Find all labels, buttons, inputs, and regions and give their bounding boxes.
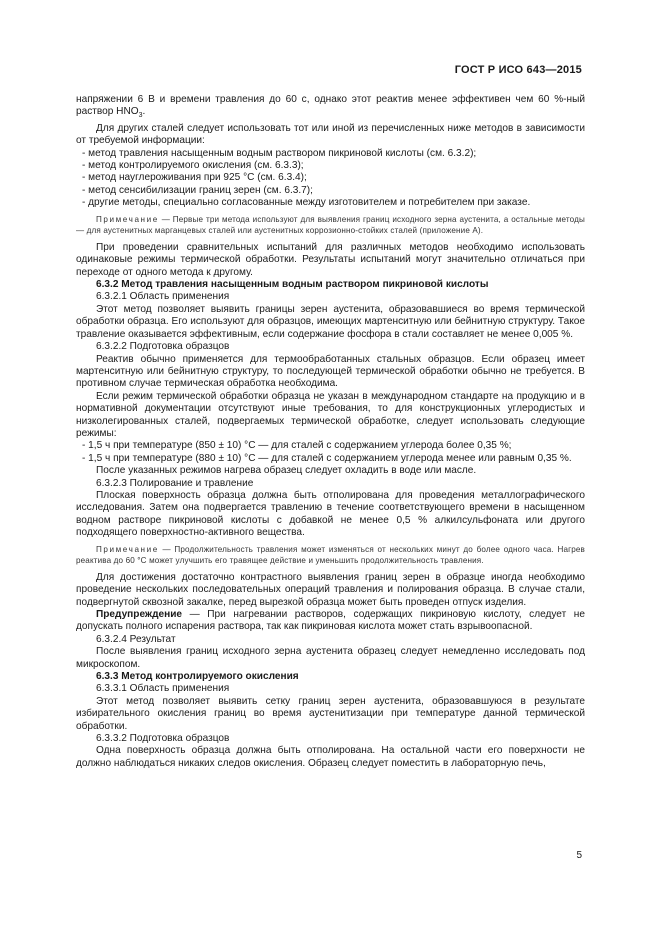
paragraph: Этот метод позволяет выявить сетку границ зерен аустенита, образовавшуюся в результате избирательного окисления границ во время аустенитизации при температуре данной термической обработки. [76, 695, 585, 732]
note-label: Примечание [96, 214, 159, 224]
subsection-heading: 6.3.2.2 Подготовка образцов [96, 341, 230, 353]
subsection-heading: 6.3.3.1 Область применения [96, 683, 230, 695]
standard-id: ГОСТ Р ИСО 643—2015 [454, 64, 582, 76]
paragraph: При проведении сравнительных испытаний для различных методов необходимо использовать одинаковые режимы термической обработки. Результаты испытаний могут значительно отличаться при переходе от одного метода к другому. [76, 241, 585, 278]
note-label: Примечание [96, 544, 159, 554]
subsection-heading: 6.3.2.4 Результат [96, 633, 176, 645]
paragraph: Если режим термической обработки образца не указан в международном стандарте на продукцию и в нормативной документации отсутствуют иные требования, то для конструкционных углеродистых и низколегированных сталей, подвергаемых термической обработке, следует использовать следующие режимы: [76, 390, 585, 439]
list-item: - метод травления насыщенным водным раствором пикриновой кислоты (см. 6.3.2); [82, 147, 477, 159]
warning-text: — При нагревании растворов, содержащих пикриновую кислоту, следует не допускать полного испарения раствора, так как пикриновая кислота может стать взрывоопасной. [76, 609, 585, 633]
subsection-heading: 6.3.3.2 Подготовка образцов [96, 733, 230, 745]
paragraph [76, 94, 585, 123]
list-item: - другие методы, специально согласованные между изготовителем и потребителем при заказе. [82, 197, 531, 209]
paragraph: После выявления границ исходного зерна аустенита образец следует немедленно исследовать под микроскопом. [76, 646, 585, 670]
note [76, 214, 585, 237]
warning-label: Предупреждение [96, 609, 183, 621]
page-content [76, 94, 585, 770]
subscript: 3 [138, 112, 143, 120]
warning [76, 609, 585, 634]
paragraph: Реактив обычно применяется для термообработанных стальных образцов. Если образец имеет мартенситную или бейнитную структуру, то последующей термической обработки обычно не требуется. В противном случае термическая обработка необходима. [76, 353, 585, 390]
section-heading: 6.3.3 Метод контролируемого окисления [96, 671, 299, 683]
note-text: — Продолжительность травления может изменяться от нескольких минут до более одного часа. Нагрев реактива до 60 °С может улучшить его травящее действие и уменьшить продолжительность травления. [76, 544, 585, 566]
paragraph: Плоская поверхность образца должна быть отполирована для проведения металлографического исследования. Затем она подвергается травлению в течение соответствующего времени в насыщенном водном растворе пикриновой кислоты с добавкой не менее 0,5 % алкилсульфоната или другого подходящего поверхностно-активного вещества. [76, 489, 585, 539]
list-item: - метод сенсибилизации границ зерен (см. 6.3.7); [82, 184, 313, 196]
subsection-heading: 6.3.2.1 Область применения [96, 291, 230, 303]
section-heading: 6.3.2 Метод травления насыщенным водным раствором пикриновой кислоты [96, 279, 489, 291]
note-text: — Первые три метода используют для выявления границ исходного зерна аустенита, а остальные методы — для аустенитных марганцевых сталей или аустенитных коррозионно-стойких сталей (приложение А). [76, 214, 585, 236]
paragraph-text: напряжении 6 В и времени травления до 60 с, однако этот реактив менее эффективен чем 60 %-ный раствор HNO [76, 94, 585, 118]
paragraph: Этот метод позволяет выявить границы зерен аустенита, образовавшиеся во время термической обработки образца. Его используют для образцов, имеющих мартенситную или бейнитную структуру. Такое травление оказывается эффективным, если содержание фосфора в стали составляет не менее 0,005 %. [76, 303, 585, 340]
list-item: - метод контролируемого окисления (см. 6.3.3); [82, 160, 304, 172]
paragraph: Для других сталей следует использовать тот или иной из перечисленных ниже методов в зависимости от требуемой информации: [76, 122, 585, 147]
paragraph: Одна поверхность образца должна быть отполирована. На остальной части его поверхности не должно наблюдаться никаких следов окисления. Образец следует поместить в лабораторную печь, [76, 745, 585, 769]
note [76, 544, 585, 567]
punctuation: . [142, 106, 146, 118]
list-item: - 1,5 ч при температуре (850 ± 10) °С — для сталей с содержанием углерода более 0,35 %; [82, 440, 512, 452]
page-number: 5 [576, 850, 582, 861]
list-item: - метод науглероживания при 925 °С (см. 6.3.4); [82, 172, 307, 184]
list-item: - 1,5 ч при температуре (880 ± 10) °С — для сталей с содержанием углерода менее или равным 0,35 %. [82, 452, 572, 464]
paragraph: Для достижения достаточно контрастного выявления границ зерен в образце иногда необходимо проведение нескольких последовательных операций травления и полирования образца. В случае стали, подвергнутой сквозной закалке, перед вырезкой образца может быть проведен отпуск изделия. [76, 571, 585, 608]
subsection-heading: 6.3.2.3 Полирование и травление [96, 477, 254, 489]
paragraph: После указанных режимов нагрева образец следует охладить в воде или масле. [96, 465, 477, 477]
